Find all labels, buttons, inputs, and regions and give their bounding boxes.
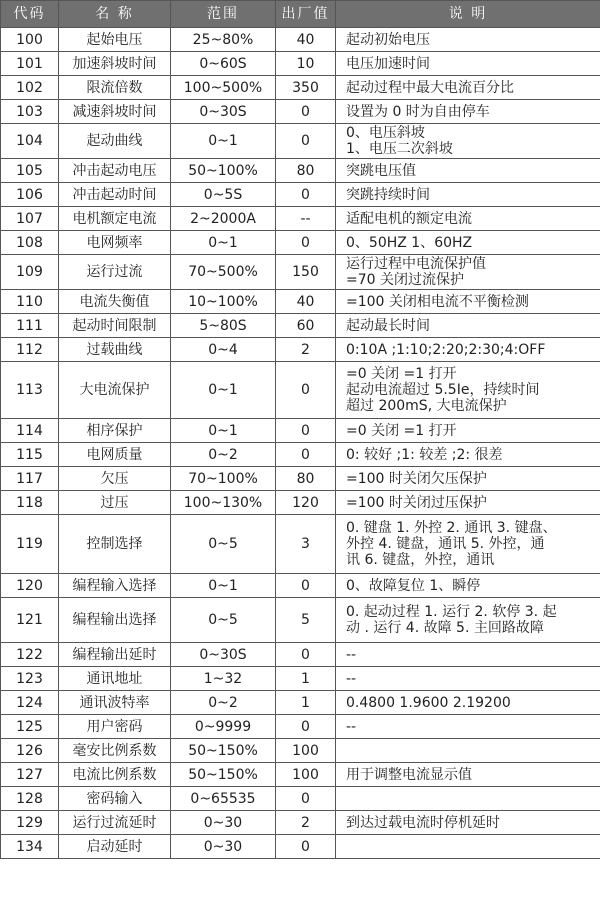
name-cell: 用户密码 <box>59 715 171 739</box>
default-cell: 1 <box>276 667 336 691</box>
code-cell: 128 <box>1 787 59 811</box>
code-cell: 115 <box>1 443 59 467</box>
table-row <box>1 443 600 467</box>
description-line: 0、50HZ 1、60HZ <box>346 234 473 251</box>
name-cell: 电网质量 <box>59 443 171 467</box>
description-cell <box>336 76 600 100</box>
description-line: 起动初始电压 <box>346 31 430 48</box>
default-cell: 0 <box>276 835 336 859</box>
default-cell: 350 <box>276 76 336 100</box>
code-cell: 113 <box>1 362 59 419</box>
code-cell: 123 <box>1 667 59 691</box>
name-cell: 过载曲线 <box>59 338 171 362</box>
description-cell <box>336 362 600 419</box>
default-cell: 120 <box>276 491 336 515</box>
range-cell: 70~500% <box>171 255 276 290</box>
table-row <box>1 100 600 124</box>
code-cell: 120 <box>1 574 59 598</box>
code-cell: 105 <box>1 159 59 183</box>
range-cell: 0~5 <box>171 598 276 643</box>
code-cell: 110 <box>1 290 59 314</box>
header-range: 范围 <box>171 1 276 28</box>
code-cell: 101 <box>1 52 59 76</box>
default-cell: 5 <box>276 598 336 643</box>
table-row <box>1 290 600 314</box>
code-cell: 100 <box>1 28 59 52</box>
default-cell: 80 <box>276 159 336 183</box>
range-cell: 50~150% <box>171 739 276 763</box>
code-cell: 104 <box>1 124 59 159</box>
name-cell: 相序保护 <box>59 419 171 443</box>
code-cell: 125 <box>1 715 59 739</box>
description-line: 0:10A ;1:10;2:20;2:30;4:OFF <box>346 341 546 358</box>
code-cell: 106 <box>1 183 59 207</box>
description-line: 电压加速时间 <box>346 55 430 72</box>
description-cell <box>336 231 600 255</box>
table-row <box>1 787 600 811</box>
code-cell: 121 <box>1 598 59 643</box>
description-cell <box>336 338 600 362</box>
table-row <box>1 183 600 207</box>
table-row <box>1 667 600 691</box>
range-cell: 0~65535 <box>171 787 276 811</box>
code-cell: 126 <box>1 739 59 763</box>
range-cell: 50~150% <box>171 763 276 787</box>
table-row <box>1 314 600 338</box>
default-cell: 0 <box>276 715 336 739</box>
table-row <box>1 491 600 515</box>
description-cell <box>336 715 600 739</box>
name-cell: 电机额定电流 <box>59 207 171 231</box>
description-cell <box>336 124 600 159</box>
name-cell: 电流比例系数 <box>59 763 171 787</box>
code-cell: 117 <box>1 467 59 491</box>
default-cell: 0 <box>276 574 336 598</box>
description-line: -- <box>346 718 357 735</box>
default-cell: 0 <box>276 231 336 255</box>
default-cell: 0 <box>276 643 336 667</box>
default-cell: 1 <box>276 691 336 715</box>
default-cell: 10 <box>276 52 336 76</box>
header-name: 名 称 <box>59 1 171 28</box>
description-cell <box>336 419 600 443</box>
description-line: 用于调整电流显示值 <box>346 766 472 783</box>
description-line: =100 时关闭欠压保护 <box>346 470 487 487</box>
default-cell: 0 <box>276 362 336 419</box>
table-row <box>1 763 600 787</box>
table-row <box>1 159 600 183</box>
name-cell: 毫安比例系数 <box>59 739 171 763</box>
code-cell: 107 <box>1 207 59 231</box>
default-cell: 0 <box>276 443 336 467</box>
name-cell: 冲击起动电压 <box>59 159 171 183</box>
code-cell: 119 <box>1 515 59 574</box>
header-row <box>1 1 600 28</box>
range-cell: 5~80S <box>171 314 276 338</box>
name-cell: 通讯波特率 <box>59 691 171 715</box>
range-cell: 25~80% <box>171 28 276 52</box>
name-cell: 起动曲线 <box>59 124 171 159</box>
code-cell: 122 <box>1 643 59 667</box>
description-cell <box>336 52 600 76</box>
range-cell: 0~30 <box>171 835 276 859</box>
table-row <box>1 124 600 159</box>
default-cell: 3 <box>276 515 336 574</box>
description-line: -- <box>346 670 357 687</box>
range-cell: 70~100% <box>171 467 276 491</box>
header-code: 代码 <box>1 1 59 28</box>
range-cell: 100~130% <box>171 491 276 515</box>
code-cell: 103 <box>1 100 59 124</box>
description-line: 讯 6. 键盘，外控，通讯 <box>346 552 495 568</box>
range-cell: 0~5S <box>171 183 276 207</box>
name-cell: 运行过流延时 <box>59 811 171 835</box>
description-cell <box>336 598 600 643</box>
name-cell: 通讯地址 <box>59 667 171 691</box>
range-cell: 0~1 <box>171 231 276 255</box>
description-line: =0 关闭 =1 打开 <box>346 422 457 439</box>
description-line: 突跳电压值 <box>346 162 416 179</box>
description-line: 适配电机的额定电流 <box>346 210 472 227</box>
name-cell: 密码输入 <box>59 787 171 811</box>
table-row <box>1 52 600 76</box>
range-cell: 2~2000A <box>171 207 276 231</box>
range-cell: 0~5 <box>171 515 276 574</box>
code-cell: 114 <box>1 419 59 443</box>
description-cell <box>336 255 600 290</box>
name-cell: 大电流保护 <box>59 362 171 419</box>
table-row <box>1 574 600 598</box>
table-row <box>1 515 600 574</box>
description-line: 0.4800 1.9600 2.19200 <box>346 694 511 711</box>
description-cell <box>336 28 600 52</box>
table-row <box>1 338 600 362</box>
default-cell: 0 <box>276 100 336 124</box>
table-row <box>1 811 600 835</box>
code-cell: 109 <box>1 255 59 290</box>
description-cell <box>336 811 600 835</box>
default-cell: 60 <box>276 314 336 338</box>
code-cell: 124 <box>1 691 59 715</box>
code-cell: 102 <box>1 76 59 100</box>
default-cell: 100 <box>276 739 336 763</box>
code-cell: 108 <box>1 231 59 255</box>
description-line: 超过 200mS, 大电流保护 <box>346 398 507 414</box>
description-cell <box>336 691 600 715</box>
name-cell: 运行过流 <box>59 255 171 290</box>
table-row <box>1 419 600 443</box>
description-cell <box>336 100 600 124</box>
name-cell: 起始电压 <box>59 28 171 52</box>
code-cell: 111 <box>1 314 59 338</box>
range-cell: 0~1 <box>171 419 276 443</box>
name-cell: 欠压 <box>59 467 171 491</box>
code-cell: 118 <box>1 491 59 515</box>
range-cell: 0~9999 <box>171 715 276 739</box>
default-cell: -- <box>276 207 336 231</box>
description-line: 起动过程中最大电流百分比 <box>346 79 514 96</box>
description-line: 0、电压斜坡 <box>346 125 425 141</box>
code-cell: 129 <box>1 811 59 835</box>
description-line: 1、电压二次斜坡 <box>346 141 453 157</box>
description-cell <box>336 159 600 183</box>
description-cell <box>336 835 600 859</box>
header-default: 出厂值 <box>276 1 336 28</box>
code-cell: 127 <box>1 763 59 787</box>
table-row <box>1 255 600 290</box>
code-cell: 134 <box>1 835 59 859</box>
description-cell <box>336 207 600 231</box>
table-row <box>1 467 600 491</box>
range-cell: 50~100% <box>171 159 276 183</box>
description-cell <box>336 314 600 338</box>
table-row <box>1 643 600 667</box>
name-cell: 电流失衡值 <box>59 290 171 314</box>
code-cell: 112 <box>1 338 59 362</box>
description-line: -- <box>346 646 357 663</box>
description-line: 设置为 0 时为自由停车 <box>346 103 490 120</box>
range-cell: 0~1 <box>171 574 276 598</box>
table-row <box>1 691 600 715</box>
description-cell <box>336 183 600 207</box>
description-cell <box>336 574 600 598</box>
description-cell <box>336 443 600 467</box>
default-cell: 0 <box>276 419 336 443</box>
description-line: =100 关闭相电流不平衡检测 <box>346 293 529 310</box>
name-cell: 加速斜坡时间 <box>59 52 171 76</box>
default-cell: 100 <box>276 763 336 787</box>
default-cell: 0 <box>276 124 336 159</box>
table-row <box>1 76 600 100</box>
description-line: =70 关闭过流保护 <box>346 272 464 288</box>
description-cell <box>336 290 600 314</box>
name-cell: 起动时间限制 <box>59 314 171 338</box>
description-line: 突跳持续时间 <box>346 186 430 203</box>
description-cell <box>336 467 600 491</box>
default-cell: 0 <box>276 183 336 207</box>
range-cell: 0~1 <box>171 124 276 159</box>
table-row <box>1 598 600 643</box>
range-cell: 0~4 <box>171 338 276 362</box>
header-description: 说 明 <box>336 1 600 28</box>
default-cell: 80 <box>276 467 336 491</box>
description-cell <box>336 739 600 763</box>
range-cell: 10~100% <box>171 290 276 314</box>
description-line: 到达过载电流时停机延时 <box>346 814 500 831</box>
description-line: 动 . 运行 4. 故障 5. 主回路故障 <box>346 620 544 636</box>
table-row <box>1 362 600 419</box>
range-cell: 0~2 <box>171 443 276 467</box>
table-row <box>1 715 600 739</box>
name-cell: 减速斜坡时间 <box>59 100 171 124</box>
description-cell <box>336 515 600 574</box>
default-cell: 40 <box>276 28 336 52</box>
description-cell <box>336 787 600 811</box>
description-line: =0 关闭 =1 打开 <box>346 366 457 382</box>
description-cell <box>336 643 600 667</box>
table-row <box>1 835 600 859</box>
default-cell: 2 <box>276 338 336 362</box>
default-cell: 0 <box>276 787 336 811</box>
default-cell: 150 <box>276 255 336 290</box>
description-line: 0: 较好 ;1: 较差 ;2: 很差 <box>346 446 503 463</box>
description-line: 0. 起动过程 1. 运行 2. 软停 3. 起 <box>346 604 557 620</box>
table-row <box>1 207 600 231</box>
description-line: 外控 4. 键盘，通讯 5. 外控，通 <box>346 536 545 552</box>
description-cell <box>336 491 600 515</box>
default-cell: 40 <box>276 290 336 314</box>
description-cell <box>336 667 600 691</box>
range-cell: 0~30S <box>171 643 276 667</box>
name-cell: 编程输出选择 <box>59 598 171 643</box>
range-cell: 0~30 <box>171 811 276 835</box>
range-cell: 0~1 <box>171 362 276 419</box>
range-cell: 0~60S <box>171 52 276 76</box>
name-cell: 编程输入选择 <box>59 574 171 598</box>
table-row <box>1 231 600 255</box>
name-cell: 过压 <box>59 491 171 515</box>
name-cell: 编程输出延时 <box>59 643 171 667</box>
name-cell: 电网频率 <box>59 231 171 255</box>
default-cell: 2 <box>276 811 336 835</box>
name-cell: 冲击起动时间 <box>59 183 171 207</box>
range-cell: 0~2 <box>171 691 276 715</box>
name-cell: 启动延时 <box>59 835 171 859</box>
description-line: 0. 键盘 1. 外控 2. 通讯 3. 键盘、 <box>346 520 557 536</box>
description-line: 运行过程中电流保护值 <box>346 256 486 272</box>
range-cell: 100~500% <box>171 76 276 100</box>
table-row <box>1 28 600 52</box>
description-line: 0、故障复位 1、瞬停 <box>346 577 481 594</box>
table-row <box>1 739 600 763</box>
name-cell: 控制选择 <box>59 515 171 574</box>
description-line: 起动电流超过 5.5Ie，持续时间 <box>346 382 540 398</box>
description-line: 起动最长时间 <box>346 317 430 334</box>
name-cell: 限流倍数 <box>59 76 171 100</box>
description-line: =100 时关闭过压保护 <box>346 494 487 511</box>
description-cell <box>336 763 600 787</box>
range-cell: 0~30S <box>171 100 276 124</box>
range-cell: 1~32 <box>171 667 276 691</box>
